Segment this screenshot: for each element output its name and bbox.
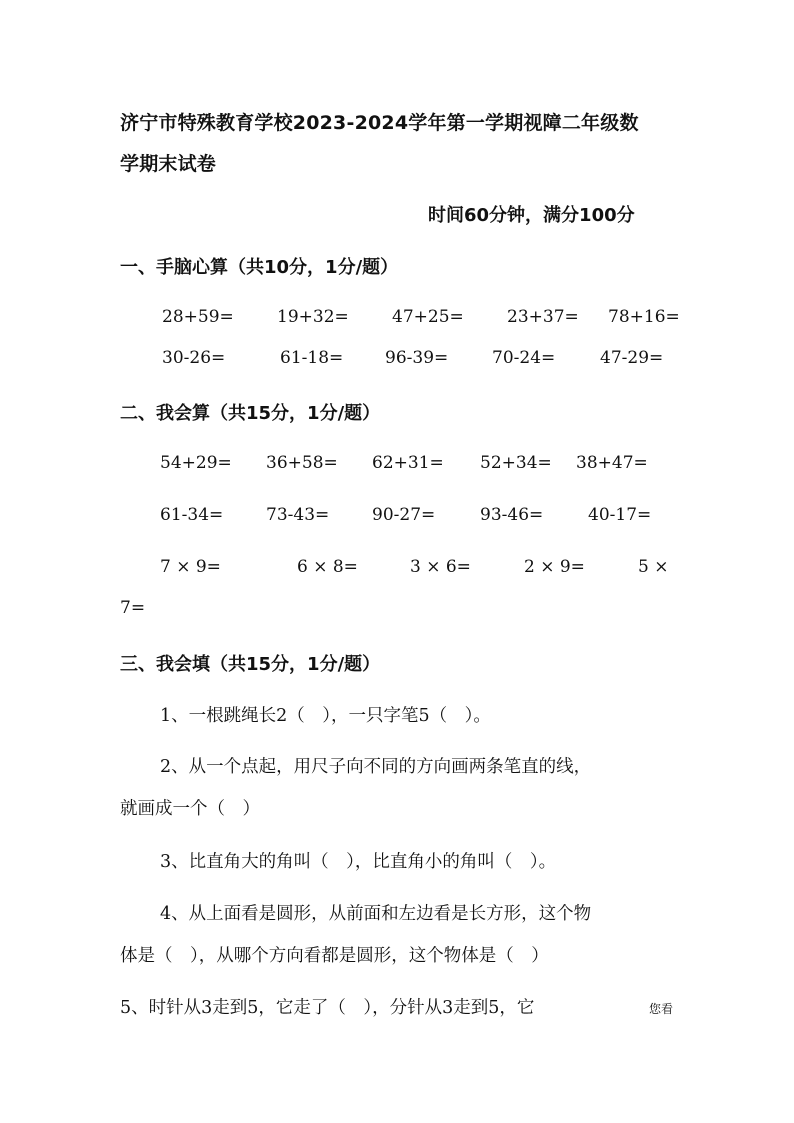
fill-question-5: 5、时针从3走到5，它走了（ ），分针从3走到5，它	[120, 998, 535, 1018]
fill-question-3: 3、比直角大的角叫（ ），比直角小的角叫（ ）。	[160, 852, 557, 872]
problem-s1-r2-3: 96-39=	[385, 348, 449, 368]
fill-question-5-tail: 您看	[649, 1002, 674, 1016]
problem-s2-r2-1: 61-34=	[160, 505, 224, 525]
problem-s1-r2-4: 70-24=	[492, 348, 556, 368]
fill-question-2-line2: 就画成一个（ ）	[120, 799, 260, 819]
problem-s2-r2-4: 93-46=	[480, 505, 544, 525]
problem-s1-r2-5: 47-29=	[600, 348, 664, 368]
problem-s1-r1-1: 28+59=	[162, 307, 234, 327]
fill-question-2-line1: 2、从一个点起，用尺子向不同的方向画两条笔直的线，	[160, 757, 592, 777]
problem-s2-r1-3: 62+31=	[372, 453, 444, 473]
problem-s2-r1-1: 54+29=	[160, 453, 232, 473]
problem-s2-r1-5: 38+47=	[576, 453, 648, 473]
fill-question-4-line2: 体是（ ），从哪个方向看都是圆形，这个物体是（ ）	[120, 946, 549, 966]
problem-s2-r1-4: 52+34=	[480, 453, 552, 473]
section1-heading: 一、手脑心算（共10分，1分/题）	[120, 257, 399, 278]
fill-question-1: 1、一根跳绳长2（ ），一只字笔5（ ）。	[160, 706, 491, 726]
problem-s2-r3-4: 2 × 9=	[524, 557, 585, 577]
problem-s2-r3-2: 6 × 8=	[297, 557, 358, 577]
fill-question-4-line1: 4、从上面看是圆形，从前面和左边看是长方形，这个物	[160, 904, 592, 924]
section3-heading: 三、我会填（共15分，1分/题）	[120, 654, 381, 675]
problem-s1-r2-1: 30-26=	[162, 348, 226, 368]
problem-s1-r1-3: 47+25=	[392, 307, 464, 327]
exam-title-line2: 学期末试卷	[120, 153, 217, 175]
problem-s2-r3-5: 5 ×	[638, 557, 669, 577]
problem-s2-r2-5: 40-17=	[588, 505, 652, 525]
problem-s1-r1-2: 19+32=	[277, 307, 349, 327]
time-score-note: 时间60分钟，满分100分	[428, 205, 635, 226]
problem-s2-r2-3: 90-27=	[372, 505, 436, 525]
problem-s2-r1-2: 36+58=	[266, 453, 338, 473]
problem-s2-r3-3: 3 × 6=	[410, 557, 471, 577]
problem-s2-r3-1: 7 × 9=	[160, 557, 221, 577]
problem-s1-r1-5: 78+16=	[608, 307, 680, 327]
section2-heading: 二、我会算（共15分，1分/题）	[120, 403, 381, 424]
problem-s1-r2-2: 61-18=	[280, 348, 344, 368]
exam-title-line1: 济宁市特殊教育学校2023-2024学年第一学期视障二年级数	[120, 112, 639, 134]
problem-s2-r2-2: 73-43=	[266, 505, 330, 525]
problem-s2-r3-5-wrap: 7=	[120, 598, 146, 618]
problem-s1-r1-4: 23+37=	[507, 307, 579, 327]
